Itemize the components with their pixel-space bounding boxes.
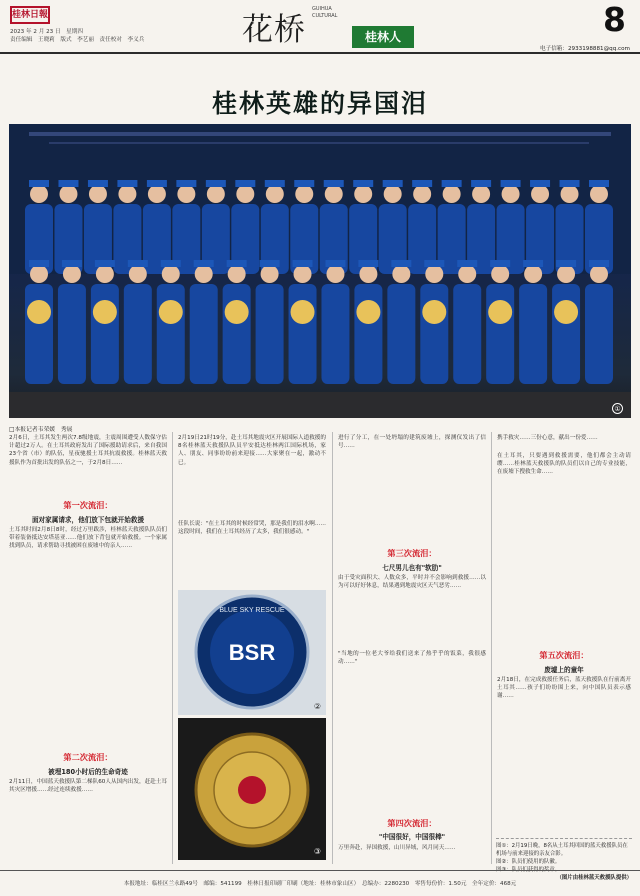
person-body (552, 284, 580, 384)
person-cap (471, 180, 491, 187)
flower-bouquet (27, 300, 51, 324)
person-body (223, 284, 251, 384)
badge-top-text: BLUE SKY RESCUE (219, 607, 285, 614)
article-col4-p5: 2月18日，在完成救援任务后，蓝天救援队在行前离开土耳其……孩子们纷纷围上来，向中国队员表示感谢…… (497, 677, 631, 700)
person-cap (358, 260, 378, 267)
person-body (124, 284, 152, 384)
section-subheading-3: 七尺男儿也有"软肋" (382, 564, 442, 572)
person-head (294, 265, 312, 283)
person-cap (161, 260, 181, 267)
person-head (261, 265, 279, 283)
person-head (129, 265, 147, 283)
masthead-meta (10, 28, 144, 44)
date-line: 2023 年 2 月 23 日 星期四 (10, 29, 83, 35)
section-title: 花桥 (242, 12, 306, 48)
person-cap (260, 260, 280, 267)
person-cap (62, 260, 82, 267)
person-head (228, 265, 246, 283)
medal-image (178, 718, 326, 860)
person-body (190, 284, 218, 384)
column-divider (172, 432, 173, 864)
photo-number: ① (612, 403, 623, 414)
person-head (207, 185, 225, 203)
article-col4-p1: 携手救灾……三份心意，献出一份爱…… (497, 435, 598, 441)
article-col1-intro: 2月6日，土耳其发生两次7.8级地震，主震周围遭受人数保守估计超过2万人。在土耳其政府发出了国际援助请求后，来自我国23个省（市）的队伍，星夜驰援土耳其抗震救援。桂林蓝天救援队作为首批出发的队伍之一，于2月8日…… (9, 435, 167, 466)
person-head (472, 185, 490, 203)
person-head (392, 265, 410, 283)
person-cap (235, 180, 255, 187)
person-head (590, 185, 608, 203)
caption-1: 图①：2月19日晚，8名从土耳其回国的蓝天救援队员在机场与前来迎接的亲友合影。 (496, 843, 628, 857)
person-cap (88, 180, 108, 187)
person-head (359, 265, 377, 283)
article-col4-p2: 在土耳其，只要遇到救援需要，他们都会主动请缨……桂林蓝天救援队的队员们以自己的专业技能，在废墟下搜救生命…… (497, 453, 631, 476)
person-head (325, 185, 343, 203)
section-subheading-5: 废墟上的童年 (544, 666, 584, 674)
badge-mid-text: BSR (228, 640, 276, 665)
section-en-label: GUIHUA CULTURAL (312, 6, 338, 19)
person-head (89, 185, 107, 203)
caption-credit: （图片由桂林蓝天救援队提供） (556, 875, 632, 881)
person-head (195, 265, 213, 283)
person-head (561, 185, 579, 203)
person-head (502, 185, 520, 203)
person-body (420, 284, 448, 384)
article-col1-p2: 2月11日，中国蓝天救援队第二梯队60人从国内出发，赶赴土耳其灾区增援……经过连续救援…… (9, 779, 167, 794)
person-body (486, 284, 514, 384)
person-cap (560, 180, 580, 187)
person-head (425, 265, 443, 283)
article-col3-p1: 进行了分工，在一处坍塌的建筑废墟上，探测仪发出了信号…… (338, 435, 486, 450)
person-cap (206, 180, 226, 187)
person-head (59, 185, 77, 203)
person-body (453, 284, 481, 384)
article-col3-p4: 万里奔赴，异国救援，山川异域，风月同天…… (338, 845, 456, 851)
person-head (295, 185, 313, 203)
person-body (25, 284, 53, 384)
caption-2: 图②：队员们使用的队徽。 (496, 859, 561, 865)
flower-bouquet (93, 300, 117, 324)
person-body (58, 284, 86, 384)
person-head (96, 265, 114, 283)
headline: 桂林英雄的异国泪 (211, 89, 428, 118)
medal-number: ③ (313, 847, 321, 856)
flower-bouquet (159, 300, 183, 324)
person-head (557, 265, 575, 283)
person-cap (293, 260, 313, 267)
person-head (30, 265, 48, 283)
flower-bouquet (291, 300, 315, 324)
article-col3-p3: 由于受灾面积大、人数众多，平时并不会影响到救援……以为可以好好休息，结果遇到地震灾区天气恶劣…… (338, 575, 486, 590)
person-cap (490, 260, 510, 267)
section-subheading-4: "中国很好，中国很棒" (378, 833, 446, 841)
flower-bouquet (422, 300, 446, 324)
badge-illustration (178, 590, 326, 715)
section-subheading-2: 被埋180小时后的生命奇迹 (48, 768, 128, 776)
person-cap (147, 180, 167, 187)
person-head (162, 265, 180, 283)
person-body (157, 284, 185, 384)
team-badge-image (178, 590, 326, 715)
photo-illustration (9, 124, 631, 418)
flower-bouquet (554, 300, 578, 324)
person-cap (29, 260, 49, 267)
person-cap (324, 180, 344, 187)
person-cap (383, 180, 403, 187)
person-cap (391, 260, 411, 267)
person-cap (58, 180, 78, 187)
person-cap (353, 180, 373, 187)
person-head (30, 185, 48, 203)
column-divider (491, 432, 492, 864)
person-head (177, 185, 195, 203)
person-body (519, 284, 547, 384)
person-head (63, 265, 81, 283)
person-cap (589, 260, 609, 267)
person-cap (128, 260, 148, 267)
section-subheading-1: 面对家属请求，他们放下包就开始救援 (31, 516, 145, 524)
person-cap (412, 180, 432, 187)
person-head (354, 185, 372, 203)
person-head (443, 185, 461, 203)
badge-number: ② (313, 702, 321, 711)
person-body (256, 284, 284, 384)
person-head (524, 265, 542, 283)
person-head (458, 265, 476, 283)
person-body (585, 284, 613, 384)
person-cap (530, 180, 550, 187)
column-divider (332, 432, 333, 864)
person-head (148, 185, 166, 203)
person-body (91, 284, 119, 384)
editors-line: 责任编辑 王晓莉 版式 李艺丽 责任校对 李义兵 (10, 37, 145, 43)
section-heading-1: 第一次流泪： (63, 500, 113, 510)
person-cap (95, 260, 115, 267)
flower-bouquet (356, 300, 380, 324)
person-body (289, 284, 317, 384)
person-cap (556, 260, 576, 267)
person-cap (294, 180, 314, 187)
section-heading-2: 第二次流泪： (63, 752, 113, 762)
person-head (236, 185, 254, 203)
person-head (531, 185, 549, 203)
person-head (590, 265, 608, 283)
person-cap (227, 260, 247, 267)
person-cap (117, 180, 137, 187)
article-col2-p2: 任队长说："在土耳其的时候经常哭，那是我们的泪水啊……这段时间，我们在土耳其经历了太多，我们很感动。" (178, 521, 327, 536)
byline: □本报记者韦荣媛 秀展 (9, 427, 73, 433)
section-heading-3: 第三次流泪： (387, 548, 437, 558)
flower-bouquet (488, 300, 512, 324)
person-body (354, 284, 382, 384)
person-cap (265, 180, 285, 187)
person-cap (589, 180, 609, 187)
article-col2-p1: 2月19日21时19分，赴土耳其地震灾区开展国际人道救援的8名桂林蓝天救援队队员平安抵达桂林两江国际机场，家人、朋友、同事纷纷前来迎接……大家聚在一起，激动不已。 (178, 435, 326, 466)
person-cap (457, 260, 477, 267)
person-body (321, 284, 349, 384)
person-cap (424, 260, 444, 267)
masthead (0, 0, 640, 54)
person-cap (523, 260, 543, 267)
person-body (387, 284, 415, 384)
section-heading-4: 第四次流泪： (387, 818, 437, 828)
person-cap (29, 180, 49, 187)
person-cap (176, 180, 196, 187)
person-head (413, 185, 431, 203)
section-heading-5: 第五次流泪： (539, 650, 589, 660)
newspaper-logo: 桂林日報 (10, 6, 50, 24)
person-head (118, 185, 136, 203)
column-tag: 桂林人 (352, 26, 414, 48)
person-cap (194, 260, 214, 267)
medal-illustration (178, 718, 326, 860)
person-cap (325, 260, 345, 267)
caption-3: 图③：队员们获得的奖章。 (496, 867, 561, 873)
article-col3-p3b: "当地的一位老大爷给我们送来了热乎乎的饭菜，我很感动……" (338, 651, 486, 666)
page-number: 8 (603, 0, 626, 39)
footer: 本报地址：临桂区兰永路49号 邮编：541199 桂林日报印刷厂印刷（地址：桂林市象山区） 总编办：2280230 零售每份价：1.50元 全年定价：468元 (0, 870, 640, 896)
group-photo (9, 124, 631, 418)
article-col1-p1: 土耳其时间2月8日8时，经过万里跋涉，桂林蓝天救援队队员们带着装备抵达安塔基亚……他们放下背包就开始救援。一个家属找到队员，请求帮助寻找被困在废墟中的亲人…… (9, 527, 167, 550)
person-cap (501, 180, 521, 187)
person-head (266, 185, 284, 203)
person-head (491, 265, 509, 283)
person-head (384, 185, 402, 203)
person-head (326, 265, 344, 283)
email-line: 电子信箱：2933198881@qq.com (540, 46, 630, 52)
person-cap (442, 180, 462, 187)
flower-bouquet (225, 300, 249, 324)
